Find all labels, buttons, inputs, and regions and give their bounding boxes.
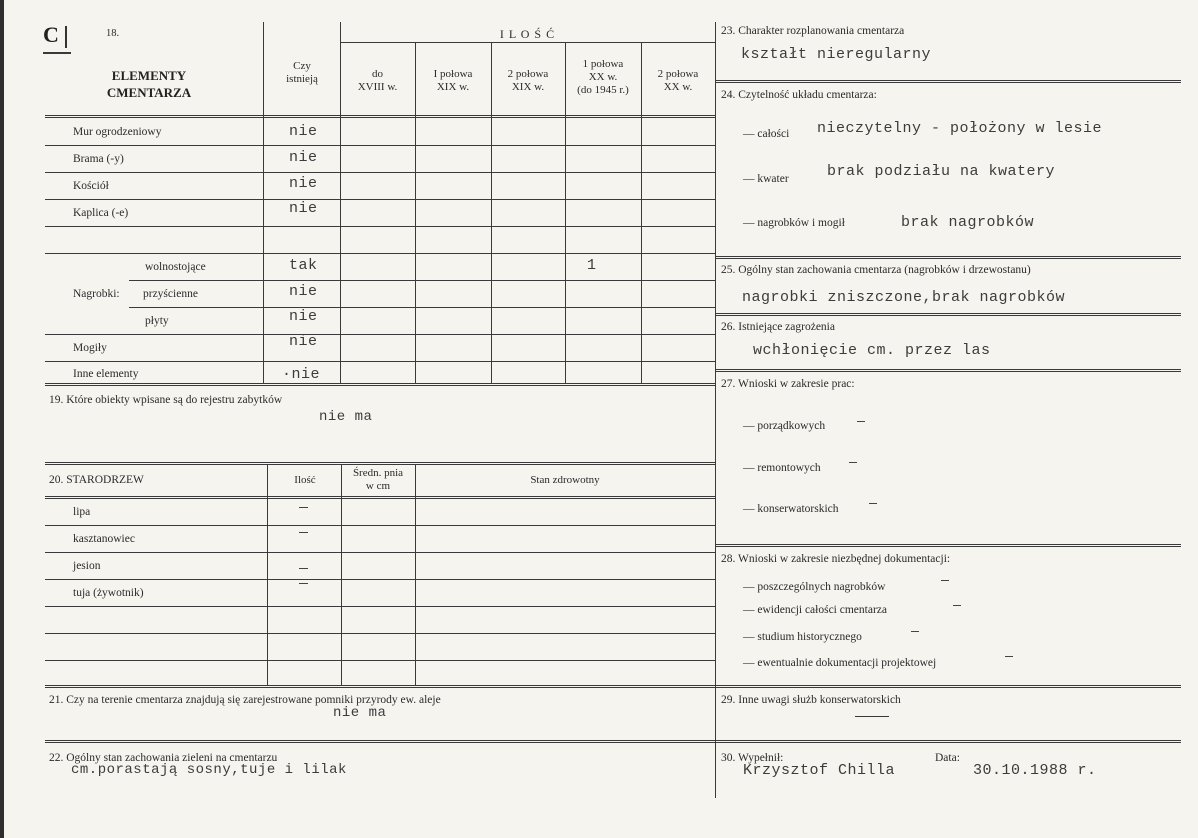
elements-title-line1: ELEMENTY: [111, 68, 187, 83]
section-28-item-0-dash: [941, 580, 949, 581]
section-29-bottom-rule: [715, 740, 1181, 743]
elements-title-line2: CMENTARZA: [106, 85, 192, 100]
section-24-label: 24. Czytelność układu cmentarza:: [721, 89, 877, 101]
tree-ilosc-dash-3: [299, 583, 308, 584]
section-26-label: 26. Istniejące zagrożenia: [721, 321, 835, 333]
section-30-value: Krzysztof Chilla: [743, 762, 896, 779]
row-rule-4: [45, 226, 715, 227]
section-27-item-0: — porządkowych: [743, 420, 826, 432]
section-28-item-2-dash: [911, 631, 919, 632]
section-19-bottom-rule: [45, 462, 715, 465]
tree-label-2: jesion: [73, 560, 101, 572]
elements-table-bottom-rule: [45, 383, 715, 386]
row-rule-6: [129, 280, 715, 281]
section-30-date-label: Data:: [935, 752, 960, 764]
value-wolnostojace-1-polowa-xx: 1: [587, 257, 597, 274]
elements-col-line-d: [491, 42, 492, 384]
tree-label-0: lipa: [73, 506, 91, 518]
row-label-brama: Brama (-y): [73, 153, 124, 165]
value-plyty: nie: [289, 308, 318, 325]
starodrzew-row-rule-6: [45, 660, 715, 661]
starodrzew-row-rule-3: [45, 579, 715, 580]
section-28-item-0: — poszczególnych nagrobków: [743, 581, 886, 593]
period-header-2-line1: 2 połowa: [507, 68, 549, 80]
value-inne: ·nie: [282, 366, 321, 383]
section-27-item-2: — konserwatorskich: [743, 503, 839, 515]
section-30-label: 30. Wypełnił:: [721, 752, 784, 764]
value-brama: nie: [289, 149, 318, 166]
row-rule-5: [45, 253, 715, 254]
section-18-number: 18.: [106, 28, 120, 39]
period-header-4-line1: 2 połowa: [657, 68, 699, 80]
section-27-item-1: — remontowych: [743, 462, 821, 474]
ilosc-header: I L O Ś Ć: [499, 27, 556, 41]
period-header-3-line3: (do 1945 r.): [577, 84, 629, 96]
section-24-calosci-label: — całości: [743, 128, 790, 140]
elements-col-line-c: [415, 42, 416, 384]
section-24-bottom-rule: [715, 256, 1181, 259]
value-kosciol: nie: [289, 175, 318, 192]
section-27-bottom-rule: [715, 544, 1181, 547]
starodrzew-row-rule-2: [45, 552, 715, 553]
period-header-0: [340, 68, 415, 94]
value-mur: nie: [289, 123, 318, 140]
form-sheet: [9, 0, 1198, 838]
row-rule-2: [45, 172, 715, 173]
section-28-item-1: — ewidencji całości cmentarza: [743, 604, 887, 616]
row-label-kaplica: Kaplica (-e): [73, 207, 129, 219]
section-28-item-2: — studium historycznego: [743, 631, 862, 643]
row-label-wolnostojace: wolnostojące: [145, 261, 206, 273]
section-22-value: cm.porastają sosny,tuje i lilak: [71, 762, 347, 778]
row-label-inne: Inne elementy: [73, 368, 139, 380]
sredn-header-line1: Średn. pnia: [352, 467, 404, 479]
starodrzew-sredn-header: [341, 467, 415, 493]
ilosc-underline: [340, 42, 715, 43]
tree-ilosc-dash-1: [299, 532, 308, 533]
czy-header-line2: istnieją: [286, 73, 318, 85]
section-24-kwater-label: — kwater: [743, 173, 789, 185]
sredn-header-line2: w cm: [365, 480, 391, 492]
section-25-bottom-rule: [715, 313, 1181, 316]
section-29-stroke: [855, 716, 889, 717]
section-25-value: nagrobki zniszczone,brak nagrobków: [742, 289, 1066, 306]
period-header-1-line1: I połowa: [433, 68, 473, 80]
period-header-4: [641, 68, 715, 94]
czy-istnieja-header: [263, 60, 341, 86]
section-21-bottom-rule: [45, 740, 715, 743]
section-29-label: 29. Inne uwagi służb konserwatorskich: [721, 694, 901, 706]
section-24-nagrobkow-label: — nagrobków i mogił: [743, 217, 845, 229]
period-header-0-line2: XVIII w.: [357, 81, 398, 93]
corner-code: C: [43, 22, 59, 47]
starodrzew-bottom-rule: [45, 685, 715, 688]
elements-header-bottom-rule: [45, 115, 715, 118]
period-header-0-line1: do: [372, 68, 383, 80]
section-28-item-1-dash: [953, 605, 961, 606]
section-23-bottom-rule: [715, 80, 1181, 83]
section-21-value: nie ma: [333, 705, 387, 721]
corner-code-underline: [43, 52, 71, 54]
section-24-nagrobkow-value: brak nagrobków: [901, 214, 1035, 231]
section-24-kwater-value: brak podziału na kwatery: [827, 163, 1056, 180]
period-header-3-line1: 1 połowa: [582, 58, 624, 70]
section-28-label: 28. Wnioski w zakresie niezbędnej dokumentacji:: [721, 553, 951, 565]
elements-title: [69, 67, 229, 101]
row-rule-1: [45, 145, 715, 146]
value-przyscienne: nie: [289, 283, 318, 300]
section-26-bottom-rule: [715, 369, 1181, 372]
row-label-plyty: płyty: [145, 315, 169, 327]
section-25-label: 25. Ogólny stan zachowania cmentarza (nagrobków i drzewostanu): [721, 264, 1031, 276]
row-label-mur: Mur ogrodzeniowy: [73, 126, 162, 138]
section-27-item-0-dash: [857, 421, 865, 422]
tree-ilosc-dash-0: [299, 507, 308, 508]
period-header-1-line2: XIX w.: [436, 81, 470, 93]
tree-ilosc-dash-2: [299, 568, 308, 569]
tree-label-1: kasztanowiec: [73, 533, 135, 545]
section-27-item-1-dash: [849, 462, 857, 463]
section-27-label: 27. Wnioski w zakresie prac:: [721, 378, 855, 390]
section-27-item-2-dash: [869, 503, 877, 504]
section-28-item-3-dash: [1005, 656, 1013, 657]
section-22-label: 22. Ogólny stan zachowania zieleni na cmentarzu: [49, 752, 278, 764]
row-label-przyscienne: przyścienne: [143, 288, 198, 300]
period-header-1: [415, 68, 491, 94]
section-23-label: 23. Charakter rozplanowania cmentarza: [721, 25, 905, 37]
starodrzew-row-rule-5: [45, 633, 715, 634]
section-19-label: 19. Które obiekty wpisane są do rejestru zabytków: [49, 394, 283, 406]
main-vertical-divider: [715, 22, 716, 798]
section-21-label: 21. Czy na terenie cmentarza znajdują się zarejestrowane pomniki przyrody ew. aleje: [49, 694, 441, 706]
row-label-mogily: Mogiły: [73, 342, 107, 354]
section-23-value: kształt nieregularny: [741, 46, 932, 63]
value-mogily: nie: [289, 333, 318, 350]
row-rule-8: [45, 334, 715, 335]
elements-col-line-b: [340, 22, 341, 384]
row-rule-7: [129, 307, 715, 308]
section-19-value: nie ma: [319, 409, 373, 425]
section-30-date-value: 30.10.1988 r.: [973, 762, 1097, 779]
elements-col-line-a: [263, 22, 264, 384]
row-label-kosciol: Kościół: [73, 180, 109, 192]
section-28-bottom-rule: [715, 685, 1181, 688]
starodrzew-header-rule: [45, 496, 715, 499]
starodrzew-row-rule-1: [45, 525, 715, 526]
period-header-2-line2: XIX w.: [511, 81, 545, 93]
period-header-4-line2: XX w.: [663, 81, 693, 93]
period-header-3: [565, 58, 641, 97]
starodrzew-ilosc-header: Ilość: [294, 474, 316, 486]
tree-label-3: tuja (żywotnik): [73, 587, 144, 599]
czy-header-line1: Czy: [293, 60, 311, 72]
row-rule-3: [45, 199, 715, 200]
value-kaplica: nie: [289, 200, 318, 217]
value-wolnostojace: tak: [289, 257, 318, 274]
period-header-2: [491, 68, 565, 94]
section-20-label: 20. STARODRZEW: [49, 474, 144, 486]
period-header-3-line2: XX w.: [588, 71, 618, 83]
elements-col-line-e: [565, 42, 566, 384]
row-label-nagrobki: Nagrobki:: [73, 288, 120, 300]
elements-col-line-f: [641, 42, 642, 384]
row-rule-9: [45, 361, 715, 362]
starodrzew-stan-header: Stan zdrowotny: [530, 474, 600, 486]
section-26-value: wchłonięcie cm. przez las: [753, 342, 991, 359]
starodrzew-row-rule-4: [45, 606, 715, 607]
section-24-calosci-value: nieczytelny - położony w lesie: [817, 120, 1103, 137]
corner-code-bar: [65, 26, 67, 48]
section-28-item-3: — ewentualnie dokumentacji projektowej: [743, 657, 937, 669]
